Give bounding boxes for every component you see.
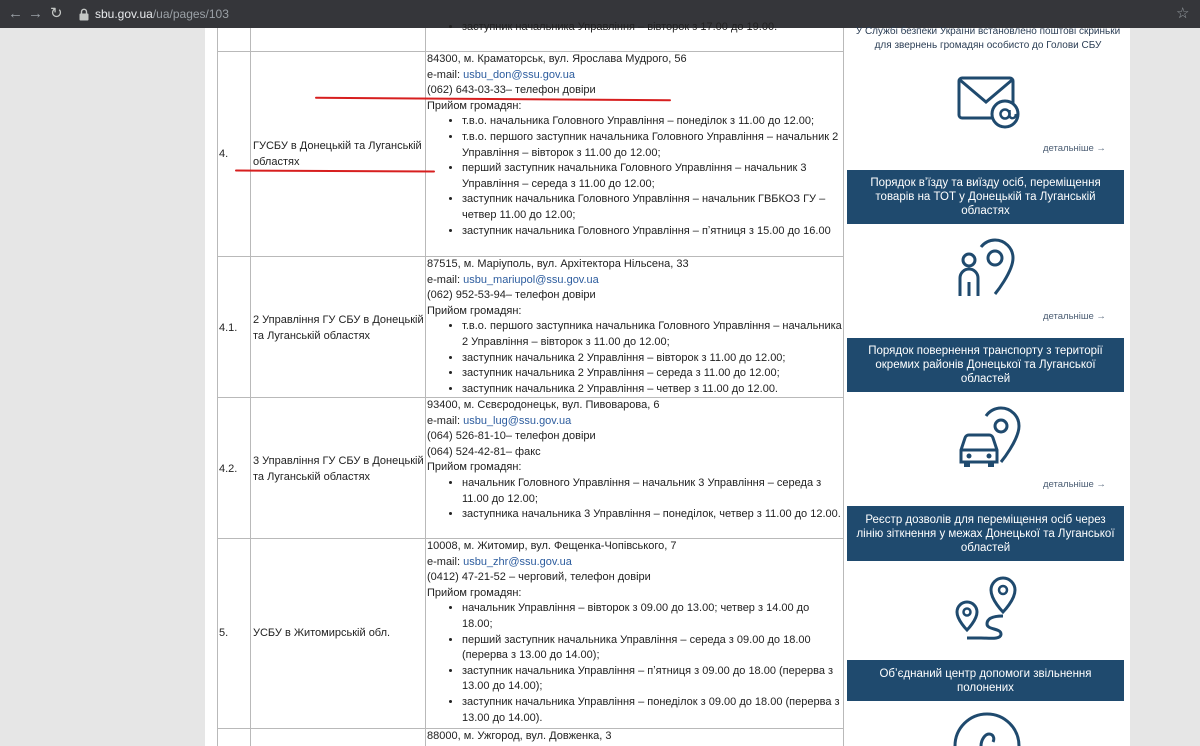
hand-icon[interactable] — [951, 716, 1023, 746]
table-row — [427, 257, 842, 397]
list-item: • перший заступник начальника Головного Управління – начальник 3 Управління – середа з 11.00 до 12.00; — [462, 161, 842, 192]
reception-heading: Прийом громадян: — [427, 586, 522, 599]
page-gutter-right — [1130, 28, 1200, 746]
mail-at-icon[interactable] — [957, 74, 1023, 128]
phone: (062) 952-53-94– телефон довіри — [427, 289, 596, 302]
list-item: • т.в.о. начальника Головного Управління – понеділок з 11.00 до 12.00; — [462, 114, 842, 130]
list-item: • перший заступник начальника Управління – середа з 09.00 до 18.00 (перерва з 13.00 до 14.00); — [462, 633, 842, 664]
office-name: 2 Управління ГУ СБУ в Донецькій та Луганській областях — [253, 314, 424, 342]
lock-icon — [78, 8, 90, 21]
url-path: /ua/pages/103 — [152, 7, 229, 21]
list-item: • заступник начальника Головного Управління – начальник ГВБКОЗ ГУ – четвер 11.00 до 12.00; — [462, 192, 842, 223]
annotation-underline — [235, 169, 435, 172]
details-link[interactable]: детальніше → — [1043, 143, 1106, 154]
banner-link[interactable]: Порядок повернення транспорту з території окремих районів Донецької та Луганської областей — [847, 338, 1124, 392]
table-row — [427, 20, 842, 36]
office-name: 3 Управління ГУ СБУ в Донецькій та Луганській областях — [253, 455, 424, 483]
row-number: 4. — [219, 148, 229, 160]
details-link[interactable]: детальніше → — [1043, 311, 1106, 322]
reception-heading: Прийом громадян: — [427, 461, 522, 474]
email-label: e-mail: — [427, 414, 461, 427]
list-item: • заступник начальника Управління – вівторок з 17.00 до 19.00. — [462, 20, 842, 36]
email-link[interactable]: usbu_lug@ssu.gov.ua — [463, 414, 572, 427]
forward-arrow-icon[interactable]: → — [28, 5, 43, 22]
url-host: sbu.gov.ua — [95, 7, 153, 21]
mailbox-intro-text: У Службі безпеки України встановлено поштові скриньки для звернень громадян особисто до Голови СБУ — [855, 26, 1121, 51]
page-content — [205, 21, 1130, 746]
email-link[interactable]: usbu_zhr@ssu.gov.ua — [463, 555, 572, 568]
list-item: • заступник начальника 2 Управління – четвер з 11.00 до 12.00. — [462, 382, 842, 398]
list-item: • начальник Управління – вівторок з 09.00 до 13.00; четвер з 14.00 до 18.00; — [462, 601, 842, 632]
phone: (0412) 47-21-52 – черговий, телефон довіри — [427, 571, 651, 584]
details-link[interactable]: детальніше → — [1043, 479, 1106, 490]
office-name: УСБУ в Житомирській обл. — [253, 627, 391, 639]
route-map-icon[interactable] — [953, 576, 1023, 640]
phone: (064) 526-81-10– телефон довіри — [427, 430, 596, 443]
list-item: • заступник начальника 2 Управління – вівторок з 11.00 до 12.00; — [462, 351, 842, 367]
email-label: e-mail: — [427, 68, 461, 81]
address: 84300, м. Краматорськ, вул. Ярослава Мудрого, 56 — [427, 53, 687, 65]
phone: (064) 524-42-81– факс — [427, 445, 541, 458]
table-row — [427, 52, 842, 239]
list-item: • начальник Головного Управління – начальник 3 Управління – середа з 11.00 до 12.00; — [462, 476, 842, 507]
email-link[interactable]: usbu_don@ssu.gov.ua — [463, 68, 575, 81]
table-row — [427, 729, 842, 745]
table-border-left — [217, 28, 218, 746]
row-number: 4.2. — [219, 463, 238, 475]
table-border-right — [843, 28, 844, 746]
email-label: e-mail: — [427, 273, 461, 286]
list-item: • заступник начальника Головного Управління – пʼятниця з 15.00 до 16.00 — [462, 224, 842, 240]
email-link[interactable]: usbu_mariupol@ssu.gov.ua — [463, 273, 599, 286]
list-item: • заступника начальника 3 Управління – понеділок, четвер з 11.00 до 12.00. — [462, 507, 842, 523]
back-arrow-icon[interactable]: ← — [8, 5, 23, 22]
email-label: e-mail: — [427, 555, 461, 568]
row-number: 4.1. — [219, 322, 238, 334]
reload-icon[interactable]: ↻ — [50, 5, 63, 22]
car-location-icon[interactable] — [955, 406, 1025, 470]
banner-link[interactable]: Реєстр дозволів для переміщення осіб через лінію зіткнення у межах Донецької та Луганської областей — [847, 506, 1124, 561]
page-gutter-left — [0, 28, 205, 746]
reception-heading: Прийом громадян: — [427, 99, 522, 112]
address: 88000, м. Ужгород, вул. Довженка, 3 — [427, 730, 612, 742]
person-location-icon[interactable] — [957, 238, 1017, 302]
list-item: • заступник начальника Управління – понеділок з 09.00 до 18.00 (перерва з 13.00 до 14.00). — [462, 695, 842, 726]
reception-heading: Прийом громадян: — [427, 304, 522, 317]
address: 10008, м. Житомир, вул. Фещенка-Чопівського, 7 — [427, 540, 677, 552]
banner-link[interactable]: Порядок вʼїзду та виїзду осіб, переміщення товарів на ТОТ у Донецькій та Луганській областях — [847, 170, 1124, 224]
list-item: • т.в.о. першого заступника начальника Головного Управління – начальника 2 Управління – вівторок з 11.00 до 12.00; — [462, 319, 842, 350]
table-col-divider — [250, 28, 251, 746]
row-number: 5. — [219, 627, 229, 639]
list-item: • т.в.о. першого заступник начальника Головного Управління – начальник 2 Управління – вівторок з 11.00 до 12.00; — [462, 130, 842, 161]
list-item: • заступник начальника 2 Управління – середа з 11.00 до 12.00; — [462, 366, 842, 382]
address: 87515, м. Маріуполь, вул. Архітектора Нільсена, 33 — [427, 258, 689, 270]
table-row — [427, 398, 842, 523]
office-name: ГУСБУ в Донецькій та Луганській областях — [253, 140, 422, 168]
address-bar[interactable] — [95, 7, 229, 21]
address: 93400, м. Сєвєродонецьк, вул. Пивоварова, 6 — [427, 399, 660, 411]
table-row — [427, 539, 842, 726]
banner-link[interactable]: Обʼєднаний центр допомоги звільнення полонених — [847, 660, 1124, 701]
list-item: • заступник начальника Управління – пʼятниця з 09.00 до 18.00 (перерва з 13.00 до 14.00); — [462, 664, 842, 695]
bookmark-star-icon[interactable]: ☆ — [1176, 5, 1190, 22]
phone: (062) 643-03-33– телефон довіри — [427, 84, 596, 97]
